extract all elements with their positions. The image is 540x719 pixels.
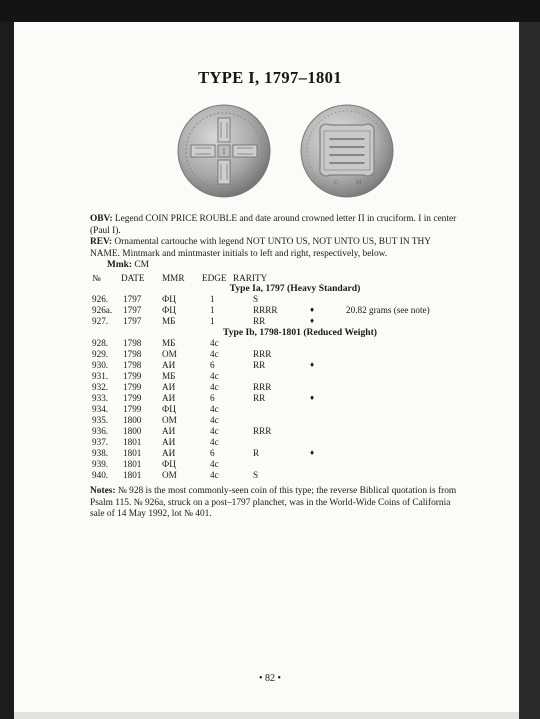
- cell-mmr: МБ: [162, 338, 176, 348]
- cell-edge: 4c: [210, 404, 219, 414]
- subhead-type-ia: Type Ia, 1797 (Heavy Standard): [229, 283, 361, 294]
- obverse-description: [90, 214, 460, 237]
- cell-mmr: АИ: [162, 426, 176, 436]
- notes-section: [90, 486, 462, 521]
- cell-edge: 4c: [210, 349, 219, 359]
- header-edge: EDGE: [202, 273, 227, 283]
- reverse-label: REV:: [90, 237, 113, 247]
- cell-mark: ♦: [310, 393, 315, 402]
- cell-num: 928.: [92, 338, 109, 348]
- cell-edge: 4c: [210, 470, 219, 480]
- cell-mmr: ФЦ: [162, 459, 176, 469]
- cell-edge: 4c: [210, 338, 219, 348]
- cell-mmr: МБ: [162, 371, 176, 381]
- scan-border-top: [0, 0, 540, 22]
- cell-edge: 4c: [210, 415, 219, 425]
- obverse-text: Legend COIN PRICE ROUBLE and date around crowned letter Π in cruciform. I in center (Paul I).: [90, 214, 457, 236]
- mintmark-label: Mmk:: [107, 260, 132, 270]
- cell-num: 936.: [92, 426, 109, 436]
- cell-edge: 1: [210, 305, 215, 315]
- svg-text:I: I: [222, 147, 226, 156]
- cell-num: 932.: [92, 382, 109, 392]
- cell-mmr: МБ: [162, 316, 176, 326]
- cell-edge: 4c: [210, 426, 219, 436]
- page-number: • 82 •: [258, 673, 281, 684]
- cell-edge: 6: [210, 448, 215, 458]
- cell-rarity: RR: [253, 393, 266, 403]
- cell-mmr: ОМ: [162, 470, 177, 480]
- cell-note: 20.82 grams (see note): [346, 305, 430, 315]
- cell-edge: 6: [210, 360, 215, 370]
- cell-mark: ♦: [310, 448, 315, 457]
- page-title: TYPE I, 1797–1801: [198, 68, 342, 87]
- cell-date: 1801: [123, 437, 142, 447]
- header-rarity: RARITY: [233, 273, 268, 283]
- cell-date: 1801: [123, 459, 142, 469]
- coin-reverse-image: [300, 104, 394, 198]
- cell-date: 1798: [123, 349, 142, 359]
- cell-date: 1799: [123, 393, 142, 403]
- cell-num: 940.: [92, 470, 109, 480]
- svg-text:M: M: [356, 180, 362, 186]
- cell-mmr: ОМ: [162, 349, 177, 359]
- cell-edge: 6: [210, 393, 215, 403]
- cell-rarity: S: [253, 470, 259, 480]
- cell-edge: 1: [210, 294, 215, 304]
- cell-num: 934.: [92, 404, 109, 414]
- header-mmr: MMR: [162, 273, 185, 283]
- obverse-label: OBV:: [90, 214, 113, 224]
- cell-num: 939.: [92, 459, 109, 469]
- cell-edge: 4c: [210, 437, 219, 447]
- notes-text: № 928 is the most commonly-seen coin of this type; the reverse Biblical quotation is from Psalm 115. № 926a, struck on a post–1797 planchet, was in the World-Wide Coins of California sale of 14 May 1992, lot № 401.: [90, 486, 457, 520]
- cell-mmr: ФЦ: [162, 294, 176, 304]
- cell-mmr: АИ: [162, 382, 176, 392]
- cell-mmr: ФЦ: [162, 404, 176, 414]
- cell-date: 1801: [123, 470, 142, 480]
- cell-rarity: S: [253, 294, 259, 304]
- cell-mmr: ФЦ: [162, 305, 176, 315]
- cell-mmr: АИ: [162, 437, 176, 447]
- scan-border-right: [519, 22, 540, 719]
- cell-mark: ♦: [310, 316, 315, 325]
- svg-text:C: C: [334, 180, 339, 186]
- subhead-type-ib: Type Ib, 1798-1801 (Reduced Weight): [223, 327, 377, 338]
- cell-num: 933.: [92, 393, 109, 403]
- cell-rarity: RRR: [253, 382, 272, 392]
- coin-obverse-image: [177, 104, 271, 198]
- header-date: DATE: [121, 273, 145, 283]
- notes-label: Notes:: [90, 486, 116, 496]
- reverse-description: [90, 237, 460, 260]
- cell-date: 1800: [123, 426, 142, 436]
- cell-mmr: АИ: [162, 393, 176, 403]
- cell-num: 930.: [92, 360, 109, 370]
- cell-date: 1801: [123, 448, 142, 458]
- cell-num: 929.: [92, 349, 109, 359]
- cell-edge: 1: [210, 316, 215, 326]
- cell-date: 1799: [123, 382, 142, 392]
- cell-rarity: RR: [253, 316, 266, 326]
- cell-date: 1798: [123, 360, 142, 370]
- cell-rarity: RR: [253, 360, 266, 370]
- cell-rarity: RRR: [253, 349, 272, 359]
- cell-date: 1799: [123, 404, 142, 414]
- cell-date: 1799: [123, 371, 142, 381]
- cell-edge: 4c: [210, 371, 219, 381]
- cell-date: 1800: [123, 415, 142, 425]
- reverse-text: Ornamental cartouche with legend NOT UNTO US, NOT UNTO US, BUT IN THY NAME. Mintmark and mintmaster initials to left and right, respectively, below.: [90, 237, 431, 259]
- cell-num: 931.: [92, 371, 109, 381]
- cell-mmr: АИ: [162, 448, 176, 458]
- cell-mmr: АИ: [162, 360, 176, 370]
- cell-date: 1797: [123, 305, 142, 315]
- book-page: [14, 22, 519, 719]
- cell-edge: 4c: [210, 459, 219, 469]
- mintmark-line: [107, 260, 149, 270]
- cell-num: 938.: [92, 448, 109, 458]
- cell-num: 926a.: [92, 305, 113, 315]
- header-number: №: [92, 273, 101, 283]
- cell-mmr: ОМ: [162, 415, 177, 425]
- cell-mark: ♦: [310, 360, 315, 369]
- cell-date: 1798: [123, 338, 142, 348]
- cell-rarity: R: [253, 448, 260, 458]
- cell-date: 1797: [123, 316, 142, 326]
- page-bottom-edge: [14, 712, 519, 719]
- cell-num: 927.: [92, 316, 109, 326]
- cell-rarity: RRR: [253, 426, 272, 436]
- cell-mark: ♦: [310, 305, 315, 314]
- mintmark-value: СМ: [134, 260, 149, 270]
- cell-edge: 4c: [210, 382, 219, 392]
- cell-num: 937.: [92, 437, 109, 447]
- cell-date: 1797: [123, 294, 142, 304]
- cell-num: 926.: [92, 294, 109, 304]
- cell-num: 935.: [92, 415, 109, 425]
- cell-rarity: RRRR: [253, 305, 278, 315]
